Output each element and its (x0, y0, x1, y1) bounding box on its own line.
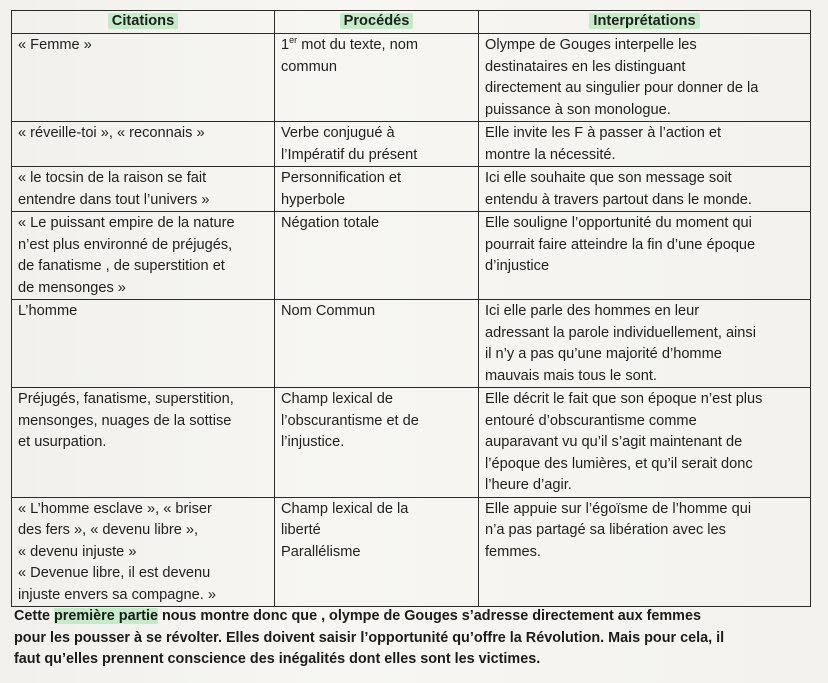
interpretation-cell (479, 300, 811, 388)
procede-line: liberté (281, 522, 321, 538)
ordinal-number: 1 (281, 37, 290, 53)
procede-line: Verbe conjugué à (281, 125, 395, 141)
interpretation-line: entouré d’obscurantisme comme (485, 412, 697, 429)
header-procedes: Procédés (275, 11, 479, 34)
citation-line: « Le puissant empire de la nature (18, 215, 235, 231)
interpretation-line: n’a pas partagé sa libération avec les (485, 522, 726, 538)
citation-line: « le tocsin de la raison se fait (18, 170, 207, 186)
citation-cell (12, 34, 275, 122)
procede-cell (275, 122, 479, 167)
citation-line: des fers », « devenu libre », (18, 522, 199, 538)
procede-line: Champ lexical de (281, 391, 393, 407)
interpretation-line: entendu à travers partout dans le monde. (485, 191, 752, 208)
citation-line: de mensonges » (18, 279, 126, 296)
table-row (12, 212, 811, 300)
procede-line: l’obscurantisme et de (281, 412, 419, 429)
citation-line: et usurpation. (18, 434, 107, 450)
citation-line: L’homme (18, 303, 78, 319)
citation-line: de fanatisme , de superstition et (18, 258, 225, 274)
interpretation-cell (479, 34, 811, 122)
interpretation-cell (479, 122, 811, 167)
interpretation-line: Ici elle souhaite que son message soit (485, 170, 732, 186)
citation-line: « L’homme esclave », « briser (18, 500, 212, 517)
table-row (12, 167, 811, 212)
procede-line: l’injustice. (281, 434, 345, 450)
citation-cell (12, 388, 275, 498)
table-row (12, 388, 811, 498)
citation-line: Préjugés, fanatisme, superstition, (18, 391, 234, 407)
table-row (12, 122, 811, 167)
interpretation-line: Elle souligne l’opportunité du moment qui (485, 215, 752, 231)
procede-cell (275, 300, 479, 388)
interpretation-line: femmes. (485, 543, 541, 560)
citation-line: entendre dans tout l’univers » (18, 191, 210, 208)
interpretation-line: montre la nécessité. (485, 146, 616, 163)
header-interpretations: Interprétations (479, 11, 811, 34)
interpretation-line: d’injustice (485, 258, 550, 274)
interpretation-cell (479, 167, 811, 212)
interpretation-line: Elle appuie sur l’égoïsme de l’homme qui (485, 500, 752, 517)
table-row (12, 300, 811, 388)
citation-line: « Femme » (18, 37, 92, 53)
procede-line: Négation totale (281, 215, 380, 231)
citation-cell (12, 167, 275, 212)
citation-line: « devenu injuste » (18, 543, 137, 560)
citation-cell (12, 300, 275, 388)
table-header-row (12, 11, 811, 34)
citation-line: n’est plus environné de préjugés, (18, 236, 233, 253)
table-row (12, 497, 811, 607)
table-row (12, 34, 811, 122)
interpretation-line: l’heure d’agir. (485, 477, 572, 493)
interpretation-line: auparavant vu qu’il s’agit maintenant de (485, 434, 743, 450)
citation-cell (12, 497, 275, 607)
conclusion-line-3: faut qu’elles prennent conscience des inégalités dont elles sont les victimes. (14, 651, 541, 667)
interpretation-line: mauvais mais tous le sont. (485, 367, 657, 384)
interpretation-line: Elle invite les F à passer à l’action et (485, 125, 722, 141)
citation-line: injuste envers sa compagne. » (18, 586, 216, 603)
citation-line: mensonges, nuages de la sottise (18, 412, 232, 429)
analysis-table (11, 10, 811, 607)
conclusion-prefix: Cette (14, 608, 54, 624)
conclusion-line-1: nous montre donc que , olympe de Gouges s’adresse directement aux femmes (157, 608, 701, 624)
conclusion-paragraph (14, 606, 814, 671)
interpretation-line: Elle décrit le fait que son époque n’est plus (485, 391, 763, 407)
procede-line: Personnification et (281, 170, 402, 186)
ordinal-rest: mot du texte, nom (297, 37, 419, 53)
interpretation-cell (479, 497, 811, 607)
procede-cell (275, 34, 479, 122)
procede-line: Parallélisme (281, 543, 361, 560)
interpretation-line: Ici elle parle des hommes en leur (485, 303, 700, 319)
interpretation-line: adressant la parole individuellement, ainsi (485, 324, 756, 341)
procede-line: Champ lexical de la (281, 500, 409, 517)
procede-cell (275, 388, 479, 498)
interpretation-cell (479, 388, 811, 498)
citation-line: « réveille-toi », « reconnais » (18, 125, 205, 141)
interpretation-line: pourrait faire atteindre la fin d’une époque (485, 236, 756, 253)
interpretation-line: puissance à son monologue. (485, 101, 671, 118)
procede-cell (275, 167, 479, 212)
ordinal-suffix: er (289, 35, 298, 46)
procede-line (281, 35, 472, 57)
interpretation-line: l’époque des lumières, et qu’il serait donc (485, 455, 753, 472)
interpretation-line: directement au singulier pour donner de la (485, 80, 759, 96)
procede-line: Nom Commun (281, 303, 376, 319)
procede-line: hyperbole (281, 191, 346, 208)
citation-cell (12, 122, 275, 167)
procede-line: l’Impératif du présent (281, 146, 418, 163)
conclusion-highlight: première partie (53, 608, 158, 624)
header-citations: Citations (12, 11, 275, 34)
procede-line: commun (281, 58, 337, 75)
procede-cell (275, 497, 479, 607)
citation-cell (12, 212, 275, 300)
interpretation-line: destinataires en les distinguant (485, 58, 686, 75)
procede-cell (275, 212, 479, 300)
conclusion-line-2: pour les pousser à se révolter. Elles doivent saisir l’opportunité qu’offre la Révolution. Mais pour cela, il (14, 629, 725, 646)
citation-line: « Devenue libre, il est devenu (18, 565, 211, 581)
interpretation-line: il n’y a pas qu’une majorité d’homme (485, 346, 722, 362)
interpretation-cell (479, 212, 811, 300)
interpretation-line: Olympe de Gouges interpelle les (485, 37, 697, 53)
